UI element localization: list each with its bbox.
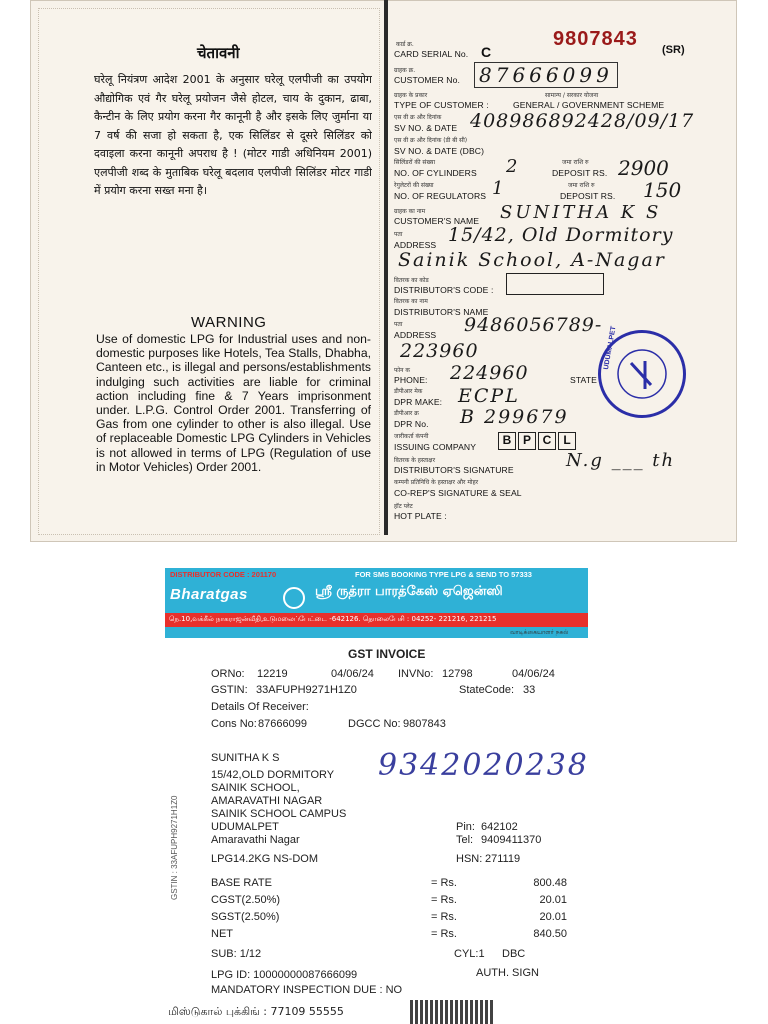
banner-top-row bbox=[165, 568, 588, 582]
dist-sig-label-hi: वितरक के हस्ताक्षर bbox=[394, 457, 436, 464]
address-line2: Sainik School, A-Nagar bbox=[398, 249, 666, 271]
warning-body: Use of domestic LPG for Industrial uses and non-domestic purposes like Hotels, Tea Stalls, Dhabha, Canteen etc., is illegal and persons/establishments indulging such activities are liable for criminal action including fine & 7 Years imprisonment under. L.P.G. Control Order 2001. Transferring of Gas from one cylinder to other is also illegal. Use of replaceable Domestic LPG Cylinders in Vehicles is not allowed in terms of LPG (Regulation of use in Motor Vehicles) Order 2001. bbox=[96, 332, 371, 474]
dist-signature: N.g ___ th bbox=[566, 450, 676, 471]
sv-label: SV NO. & DATE bbox=[394, 123, 458, 133]
price-row bbox=[211, 928, 571, 945]
cylinders-label-hi: सिलिंडरों की संख्या bbox=[394, 159, 436, 166]
qr-code-icon bbox=[410, 1000, 494, 1024]
name-label-hi: ग्राहक का नाम bbox=[394, 208, 426, 215]
stamp-text: UDUMALPET bbox=[603, 325, 618, 371]
handwritten-phone: 9342020238 bbox=[378, 748, 589, 783]
inv-date: 04/06/24 bbox=[512, 668, 555, 680]
distributor-stamp bbox=[598, 325, 686, 418]
customer-name-value: SUNITHA K S bbox=[500, 202, 662, 223]
regulators-label: NO. OF REGULATORS bbox=[394, 191, 487, 201]
cyl-text: CYL:1 bbox=[454, 948, 485, 960]
hindi-warning-body: घरेलू नियंत्रण आदेश 2001 के अनुसार घरेलू एलपीजी का उपयोग औद्योगिक एवं गैर घरेलू प्रयोजन जैसे होटल, चाय के दुकान, ढाबा, कैन्टीन के लिए प्रयोग करना गैर कानूनी है और इसके लिए जुर्माना या 7 वर्ष की सजा हो सकता है, एक सिलिंडर से दूसरे सिलिंडर को दवाइला करना कानूनी अपराध है ! (मोटर गाडी अधिनियम 2001) एलपीजी शब्द के मुताबिक घरेलू बदलाव एलपीजी सिलिंडर मोटर गाडी में प्रयोग करना सख्त मना है। bbox=[94, 73, 372, 197]
sv-dbc-label: SV NO. & DATE (DBC) bbox=[394, 146, 485, 156]
receiver-address bbox=[211, 752, 346, 847]
gstin-label: GSTIN: bbox=[211, 684, 248, 696]
statecode-value: 33 bbox=[523, 684, 536, 696]
hindi-warning-title: चेतावनी bbox=[197, 45, 240, 62]
phone-label: PHONE: bbox=[394, 375, 428, 385]
dbc-text: DBC bbox=[502, 948, 526, 960]
issuing-label-hi: जारीकर्ता कंपनी bbox=[394, 433, 429, 440]
or-date: 04/06/24 bbox=[331, 668, 374, 680]
corep-label: CO-REP'S SIGNATURE & SEAL bbox=[394, 488, 522, 498]
price-row bbox=[211, 911, 571, 928]
type-value: GENERAL / GOVERNMENT SCHEME bbox=[513, 100, 665, 110]
state-label: STATE bbox=[570, 375, 597, 385]
missed-call-booking: மிஸ்டுகால் புக்கிங் : 77109 55555 bbox=[168, 1005, 344, 1018]
issuing-letter: P bbox=[518, 432, 536, 450]
bharatgas-logo: Bharatgas bbox=[170, 586, 248, 603]
cylinders-label: NO. OF CYLINDERS bbox=[394, 168, 477, 178]
lpg-id: LPG ID: 10000000087666099 bbox=[211, 969, 358, 981]
issuing-label: ISSUING COMPANY bbox=[394, 442, 477, 452]
card-serial-suffix: (SR) bbox=[662, 44, 685, 56]
agency-address bbox=[165, 613, 588, 627]
dpr-make-label: DPR MAKE: bbox=[394, 397, 443, 407]
agency-address-text: நெ.10,வக்கீல் நாகராஜன்வீதி,உடுமலைப்பேட்டை -642126. தொலைபேசி : 04252- 221216, 221215 bbox=[169, 615, 497, 623]
dist-code-label-hi: वितरक का कोड bbox=[394, 277, 429, 284]
dist-sig-label: DISTRIBUTOR'S SIGNATURE bbox=[394, 465, 514, 475]
dgcc-value: 9807843 bbox=[403, 718, 446, 730]
receiver-line: UDUMALPET bbox=[211, 821, 279, 833]
warning-title: WARNING bbox=[191, 314, 267, 331]
auth-sign: AUTH. SIGN bbox=[476, 967, 539, 979]
price-value: 800.48 bbox=[533, 877, 567, 889]
product-name: LPG14.2KG NS-DOM bbox=[211, 853, 318, 865]
price-label: NET bbox=[211, 928, 233, 940]
receiver-line: SAINIK SCHOOL CAMPUS bbox=[211, 808, 347, 820]
deposit-value: 2900 bbox=[618, 156, 669, 180]
price-eq: = Rs. bbox=[431, 928, 457, 940]
dgcc-label: DGCC No: bbox=[348, 718, 401, 730]
tel-label: Tel: bbox=[456, 834, 474, 846]
dpr-make-label-hi: डीपीआर मेक bbox=[394, 388, 423, 395]
price-table bbox=[211, 877, 571, 945]
issuing-letter: L bbox=[558, 432, 576, 450]
bharatgas-emblem-icon bbox=[283, 587, 305, 609]
card-serial-label: CARD SERIAL No. bbox=[394, 49, 469, 59]
dist-code-box bbox=[506, 273, 604, 295]
invoice-title: GST INVOICE bbox=[348, 647, 426, 661]
invno-label: INVNo: bbox=[398, 668, 434, 680]
phone-value-1: 223960 bbox=[400, 340, 479, 362]
cons-label: Cons No: bbox=[211, 718, 257, 730]
agency-name-tamil: ஸ்ரீ ருத்ரா பாரத்கேஸ் ஏஜென்ஸி bbox=[315, 584, 503, 599]
orno-label: ORNo: bbox=[211, 668, 245, 680]
receiver-line: Amaravathi Nagar bbox=[211, 834, 300, 846]
issuing-letter: B bbox=[498, 432, 516, 450]
sub-text: SUB: 1/12 bbox=[211, 948, 262, 960]
address-label-hi: पता bbox=[394, 231, 403, 238]
price-eq: = Rs. bbox=[431, 894, 457, 906]
address-label: ADDRESS bbox=[394, 240, 437, 250]
dist-address-label: ADDRESS bbox=[394, 330, 437, 340]
corep-label-hi: कम्पनी प्रतिनिधि के हस्ताक्षर और मोहर bbox=[394, 479, 479, 486]
regulators-label-hi: रेगुलेटरों की संख्या bbox=[394, 182, 434, 189]
price-row bbox=[211, 877, 571, 894]
dist-name-label: DISTRIBUTOR'S NAME bbox=[394, 307, 489, 317]
receiver-heading: Details Of Receiver: bbox=[211, 701, 309, 713]
dist-code-label: DISTRIBUTOR'S CODE : bbox=[394, 285, 494, 295]
customer-no-label: CUSTOMER No. bbox=[394, 75, 460, 85]
hotplate-label: HOT PLATE : bbox=[394, 511, 447, 521]
hsn-label: HSN: bbox=[456, 853, 483, 865]
price-label: SGST(2.50%) bbox=[211, 911, 280, 923]
card-divider bbox=[384, 0, 388, 535]
vertical-gstin: GSTIN : 33AFUPH9271H1Z0 bbox=[170, 795, 179, 900]
gstin-value: 33AFUPH9271H1Z0 bbox=[256, 684, 357, 696]
deposit2-value: 150 bbox=[643, 178, 682, 202]
customer-copy-label: வாடிக்கையாளர் நகல் bbox=[510, 629, 569, 636]
orno-value: 12219 bbox=[257, 668, 288, 680]
price-value: 20.01 bbox=[539, 911, 567, 923]
dpr-no-label: DPR No. bbox=[394, 419, 429, 429]
regulators-value: 1 bbox=[492, 178, 504, 199]
price-row bbox=[211, 894, 571, 911]
customer-no-label-hi: ग्राहक क्र. bbox=[394, 67, 416, 74]
dist-name-label-hi: वितरक का नाम bbox=[394, 298, 428, 305]
cons-value: 87666099 bbox=[258, 718, 307, 730]
type-value-hi: सामान्य / सरकार योजना bbox=[545, 92, 599, 99]
dpr-no-value: B 299679 bbox=[460, 406, 569, 428]
type-label-hi: ग्राहक के प्रकार bbox=[394, 92, 428, 99]
price-label: BASE RATE bbox=[211, 877, 272, 889]
phone-value-2: 224960 bbox=[450, 362, 529, 384]
sv-label-hi: एस वी क्र और दिनांक bbox=[394, 114, 442, 121]
type-label: TYPE OF CUSTOMER : bbox=[394, 100, 489, 110]
hsn-value: 271119 bbox=[485, 853, 521, 865]
address-line1: 15/42, Old Dormitory bbox=[448, 224, 674, 246]
distributor-code: DISTRIBUTOR CODE : 201170 bbox=[170, 570, 277, 579]
statecode-label: StateCode: bbox=[459, 684, 515, 696]
receiver-line: SUNITHA K S bbox=[211, 752, 280, 764]
card-serial-number: 9807843 bbox=[553, 28, 638, 50]
issuing-company-boxes bbox=[498, 432, 576, 450]
sv-value: 408986892428/09/17 bbox=[470, 110, 695, 132]
dist-address-label-hi: पता bbox=[394, 321, 403, 328]
invno-value: 12798 bbox=[442, 668, 473, 680]
pin-value: 642102 bbox=[481, 821, 518, 833]
receiver-line: AMARAVATHI NAGAR bbox=[211, 795, 323, 807]
cylinders-value: 2 bbox=[506, 156, 518, 177]
deposit-label-hi: जमा राशि रु bbox=[562, 159, 589, 166]
dist-address-value: 9486056789- bbox=[464, 314, 603, 336]
mandatory-inspection: MANDATORY INSPECTION DUE : NO bbox=[211, 984, 403, 996]
dpr-no-label-hi: डीपीआर क्र bbox=[394, 410, 419, 417]
dpr-make-value: ECPL bbox=[458, 385, 520, 407]
deposit2-label-hi: जमा राशि रु bbox=[568, 182, 595, 189]
card-serial-label-hi: कार्ड क्र. bbox=[396, 41, 414, 48]
deposit-label: DEPOSIT RS. bbox=[552, 168, 608, 178]
receiver-line: SAINIK SCHOOL, bbox=[211, 782, 300, 794]
price-eq: = Rs. bbox=[431, 877, 457, 889]
tel-value: 9409411370 bbox=[481, 834, 542, 846]
name-label: CUSTOMER'S NAME bbox=[394, 216, 480, 226]
price-eq: = Rs. bbox=[431, 911, 457, 923]
hotplate-label-hi: हॉट प्लेट bbox=[394, 503, 413, 510]
sv-dbc-label-hi: एस वी क्र और दिनांक (डी बी सी) bbox=[394, 137, 468, 144]
price-value: 20.01 bbox=[539, 894, 567, 906]
deposit2-label: DEPOSIT RS. bbox=[560, 191, 616, 201]
issuing-letter: C bbox=[538, 432, 556, 450]
card-serial-prefix: C bbox=[481, 44, 492, 60]
distributor-banner bbox=[165, 568, 588, 638]
phone-label-hi: फोन क bbox=[394, 367, 411, 374]
price-value: 840.50 bbox=[533, 928, 567, 940]
customer-no-value: 87666099 bbox=[474, 62, 618, 88]
sms-booking-text: FOR SMS BOOKING TYPE LPG & SEND TO 57333 bbox=[355, 570, 532, 579]
card-warning-panel bbox=[38, 8, 380, 535]
price-label: CGST(2.50%) bbox=[211, 894, 281, 906]
receiver-line: 15/42,OLD DORMITORY bbox=[211, 769, 335, 781]
pin-label: Pin: bbox=[456, 821, 475, 833]
